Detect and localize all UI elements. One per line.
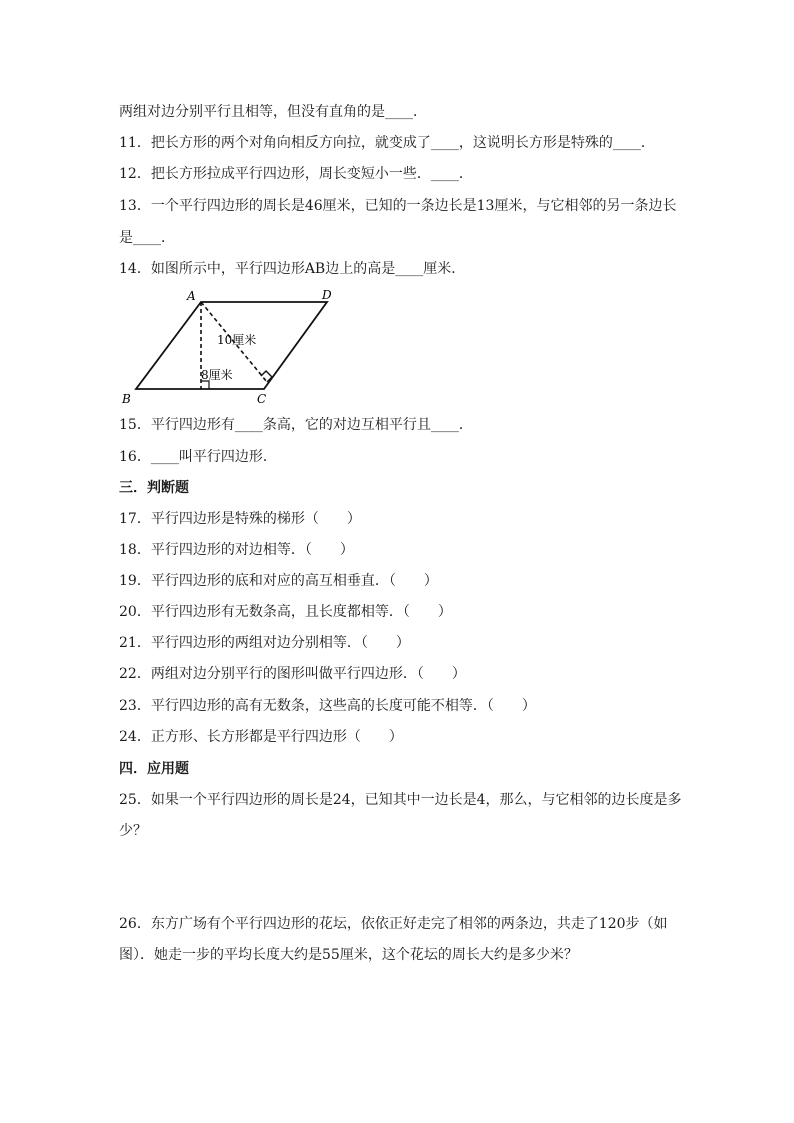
question-17: 17．平行四边形是特殊的梯形（ ） [119,511,361,527]
height-8-label: 8厘米 [201,368,233,382]
question-16: 16．____叫平行四边形． [119,449,277,465]
question-13-line2: 是____． [119,230,175,246]
parallelogram-figure [119,286,349,410]
height-10-label: 10厘米 [217,333,257,347]
question-24: 24．正方形、长方形都是平行四边形（ ） [119,729,403,745]
vertex-b-label: B [122,392,131,406]
question-12: 12．把长方形拉成平行四边形，周长变短小一些．____． [119,166,473,182]
section-heading-judgement: 三．判断题 [119,480,189,496]
right-angle-mark-bc [201,381,209,389]
question-18: 18．平行四边形的对边相等．（ ） [119,542,354,558]
question-22: 22．两组对边分别平行的图形叫做平行四边形．（ ） [119,666,466,682]
vertex-a-label: A [187,289,196,303]
question-26-line2: 图）．她走一步的平均长度大约是55厘米，这个花坛的周长大约是多少米？ [119,947,578,963]
vertex-c-label: C [257,392,267,406]
question-14: 14．如图所示中，平行四边形AB边上的高是____厘米． [119,261,466,277]
section-heading-application: 四．应用题 [119,761,189,777]
question-15: 15．平行四边形有____条高，它的对边互相平行且____． [119,417,473,433]
question-11: 11．把长方形的两个对角向相反方向拉，就变成了____，这说明长方形是特殊的____． [119,135,655,151]
vertex-d-label: D [322,288,332,302]
question-25-line2: 少？ [119,823,147,839]
question-25-line1: 25．如果一个平行四边形的周长是24，已知其中一边长是4，那么，与它相邻的边长度是多 [119,792,682,808]
question-23: 23．平行四边形的高有无数条，这些高的长度可能不相等．（ ） [119,698,536,714]
question-21: 21．平行四边形的两组对边分别相等．（ ） [119,635,410,651]
question-26-line1: 26．东方广场有个平行四边形的花坛，依依正好走完了相邻的两条边，共走了120步（如 [119,916,668,932]
parallelogram-diagram [119,286,349,406]
question-19: 19．平行四边形的底和对应的高互相垂直．（ ） [119,573,438,589]
question-20: 20．平行四边形有无数条高，且长度都相等．（ ） [119,604,452,620]
question-13-line1: 13．一个平行四边形的周长是46厘米，已知的一条边长是13厘米，与它相邻的另一条边长 [119,198,677,214]
question-10-continuation: 两组对边分别平行且相等，但没有直角的是____． [119,104,427,120]
